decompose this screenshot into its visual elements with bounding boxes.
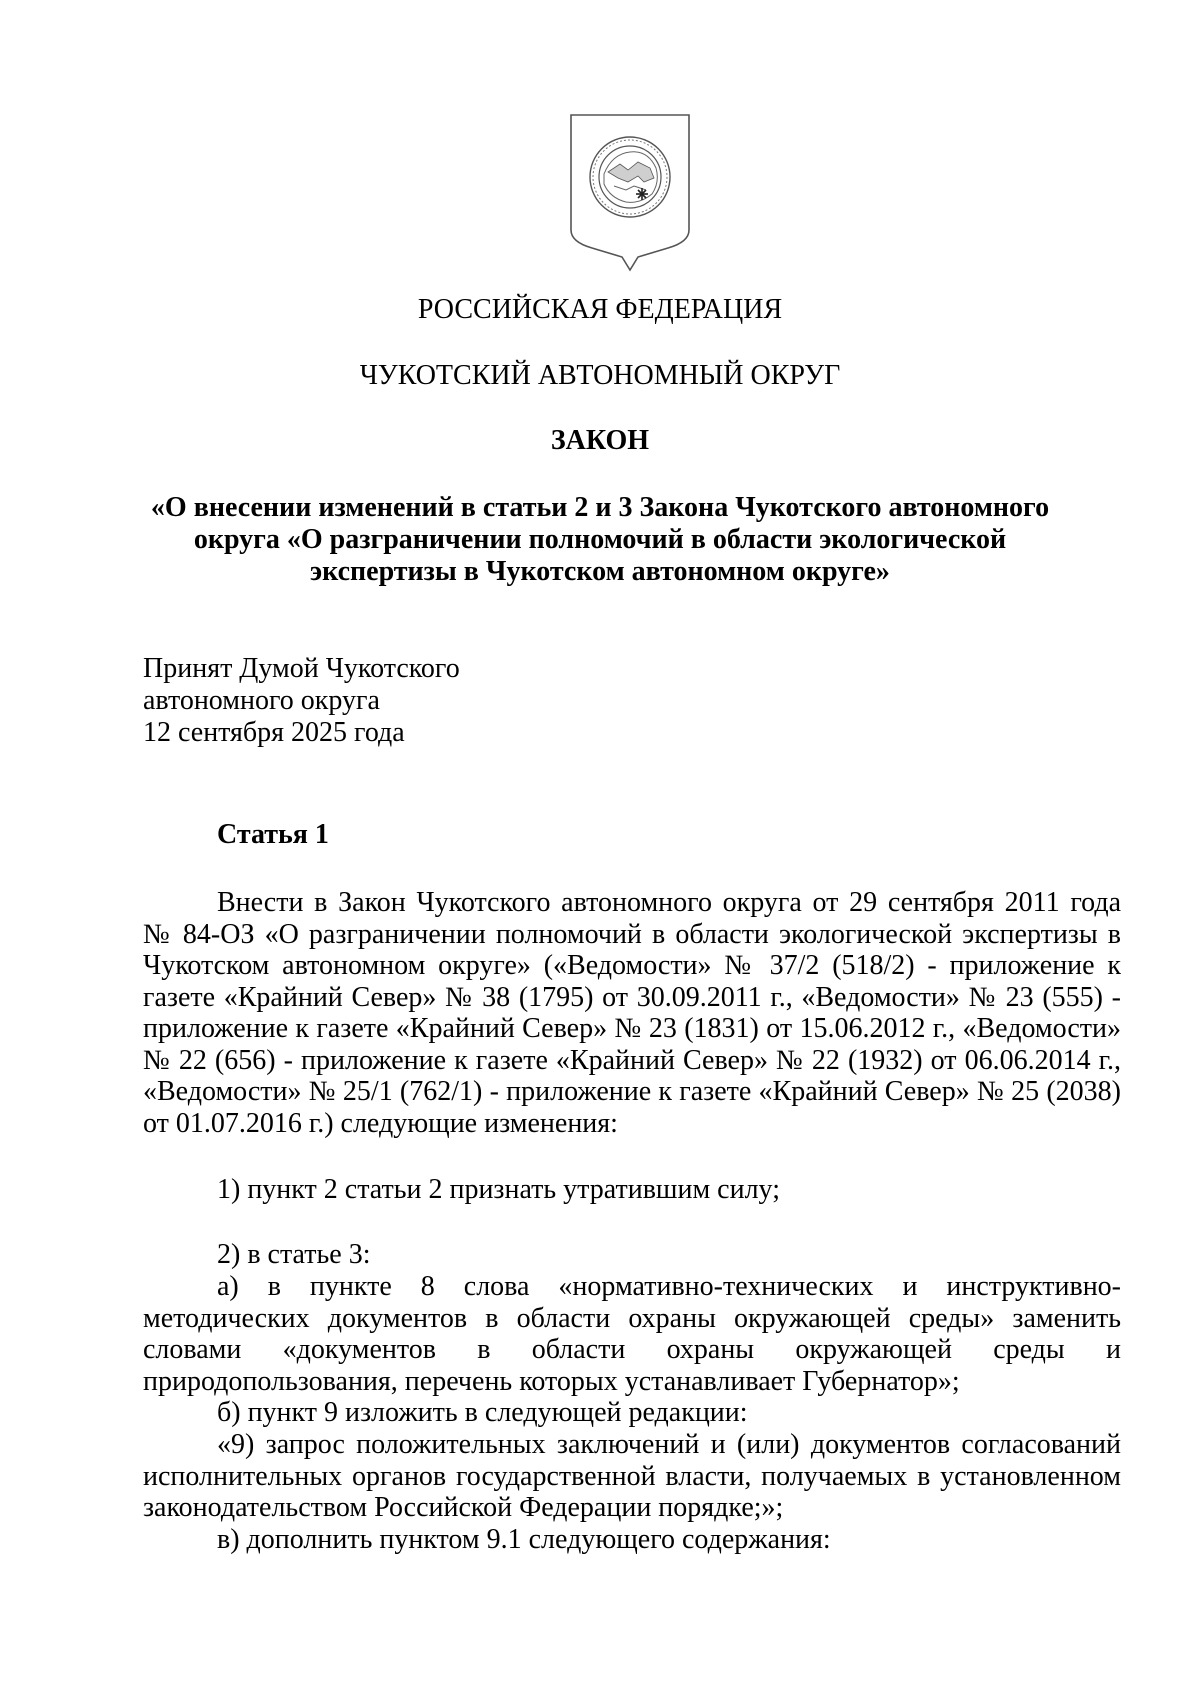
paragraph-line: законодательством Российской Федерации порядке;»; xyxy=(143,1492,784,1523)
adoption-line: автономного округа xyxy=(143,685,380,716)
paragraph-line: а) в пункте 8 слова «нормативно-технических и инструктивно- xyxy=(217,1271,1121,1302)
paragraph-line: № 84-ОЗ «О разграничении полномочий в области экологической экспертизы в xyxy=(143,918,1121,950)
paragraph-line: исполнительных органов государственной власти, получаемых в установленном xyxy=(143,1460,1121,1492)
quoted-new-wording xyxy=(143,1429,1121,1524)
article-heading: Статья 1 xyxy=(217,819,329,850)
paragraph-line: приложение к газете «Крайний Север» № 23 (1831) от 15.06.2012 г., «Ведомости» xyxy=(143,1013,1121,1044)
amendment-item-2: 2) в статье 3: xyxy=(217,1239,371,1270)
paragraph-line: газете «Крайний Север» № 38 (1795) от 30.09.2011 г., «Ведомости» № 23 (555) - xyxy=(143,981,1121,1013)
amendment-subitem-a xyxy=(143,1271,1121,1397)
adoption-info xyxy=(143,653,460,749)
region-heading: ЧУКОТСКИЙ АВТОНОМНЫЙ ОКРУГ xyxy=(359,360,841,391)
paragraph-line: «9) запрос положительных заключений и (или) документов согласований xyxy=(217,1429,1121,1460)
paragraph-line: «Ведомости» № 25/1 (762/1) - приложение к газете «Крайний Север» № 25 (2038) xyxy=(143,1076,1121,1107)
article-intro-paragraph xyxy=(143,887,1121,1139)
law-title-line: округа «О разграничении полномочий в области экологической xyxy=(193,524,1007,555)
paragraph-line: словами «документов в области охраны окружающей среды и xyxy=(143,1334,1121,1365)
paragraph-line: Внести в Закон Чукотского автономного округа от 29 сентября 2011 года xyxy=(217,887,1121,918)
country-heading: РОССИЙСКАЯ ФЕДЕРАЦИЯ xyxy=(417,294,783,325)
adoption-line: Принят Думой Чукотского xyxy=(143,653,460,684)
adoption-date: 12 сентября 2025 года xyxy=(143,717,405,748)
paragraph-line: методических документов в области охраны окружающей среды» заменить xyxy=(143,1302,1121,1334)
paragraph-line: от 01.07.2016 г.) следующие изменения: xyxy=(143,1107,618,1139)
law-title xyxy=(0,492,1200,588)
law-title-line: «О внесении изменений в статьи 2 и 3 Закона Чукотского автономного xyxy=(150,492,1050,523)
document-type-heading: ЗАКОН xyxy=(550,425,650,456)
law-title-line: экспертизы в Чукотском автономном округе» xyxy=(310,556,890,587)
paragraph-line: Чукотском автономном округе» («Ведомости» № 37/2 (518/2) - приложение к xyxy=(143,950,1121,981)
amendment-subitem-b: б) пункт 9 изложить в следующей редакции: xyxy=(217,1397,748,1428)
amendment-item-1: 1) пункт 2 статьи 2 признать утратившим силу; xyxy=(217,1174,780,1205)
amendment-subitem-c: в) дополнить пунктом 9.1 следующего содержания: xyxy=(217,1524,831,1555)
coat-of-arms-emblem xyxy=(568,112,692,272)
paragraph-line: № 22 (656) - приложение к газете «Крайний Север» № 22 (1932) от 06.06.2014 г., xyxy=(143,1044,1121,1076)
paragraph-line: природопользования, перечень которых устанавливает Губернатор»; xyxy=(143,1365,960,1397)
